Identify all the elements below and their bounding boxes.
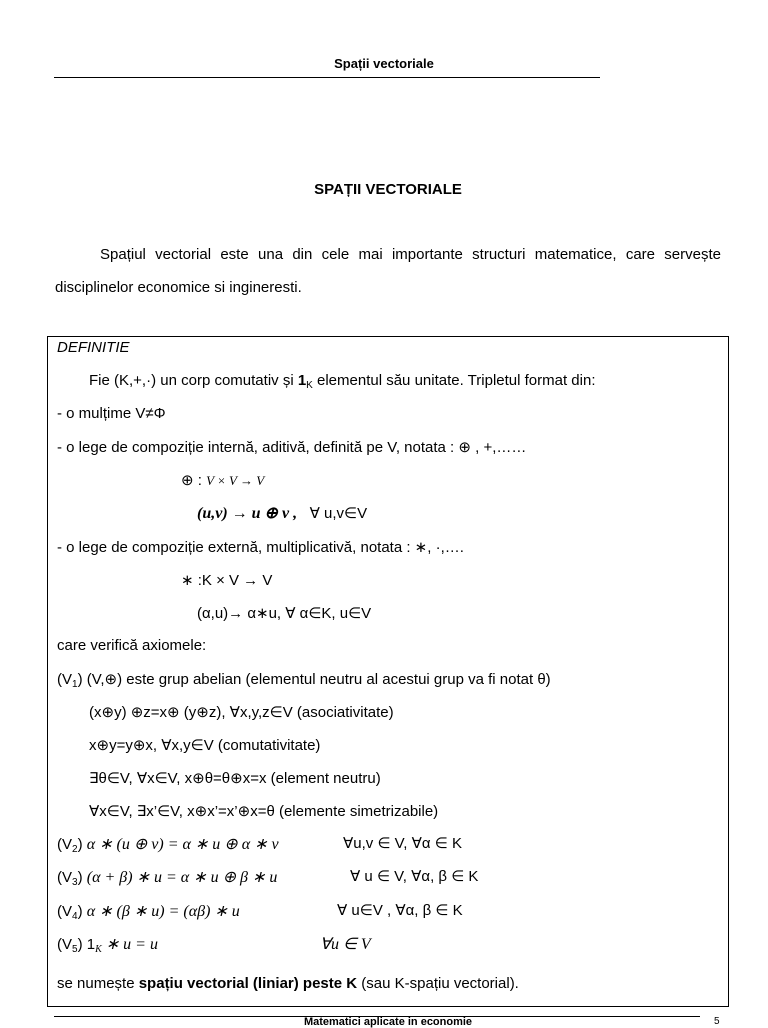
formula-line: (α,u)→ α∗u, ∀ α∈K, u∈V	[197, 605, 372, 622]
header-rule	[54, 77, 600, 78]
formula-line: ∗ :K × V → V	[181, 572, 273, 589]
definition-conclusion: se numește spațiu vectorial (liniar) peste K (sau K-spațiu vectorial).	[57, 975, 519, 992]
definition-line: care verifică axiomele:	[57, 637, 207, 654]
definition-line: - o lege de compoziție externă, multiplicativă, notata : ∗, ·,….	[57, 539, 464, 556]
intro-paragraph: Spațiul vectorial este una din cele mai importante structuri matematice, care servește disciplinelor economice si ingineresti.	[55, 246, 721, 296]
axiom-quantifier: ∀ u∈V , ∀α, β ∈ K	[337, 902, 463, 919]
axiom-line: ∃θ∈V, ∀x∈V, x⊕θ=θ⊕x=x (element neutru)	[89, 770, 381, 787]
page-title: SPAȚII VECTORIALE	[314, 181, 462, 198]
axiom-line: $(V_2)$ α ∗ (u ⊕ v) = α ∗ u ⊕ α ∗ v	[57, 836, 279, 855]
axiom-quantifier: ∀u,v ∈ V, ∀α ∈ K	[343, 835, 462, 852]
definition-label: DEFINITIE	[57, 339, 130, 356]
axiom-quantifier: ∀ u ∈ V, ∀α, β ∈ K	[350, 868, 479, 885]
axiom-line: $(V_4)$ α ∗ (β ∗ u) = (αβ) ∗ u	[57, 903, 240, 922]
axiom-line: $(V_5)$ $1_K$ ∗ u = u	[57, 936, 158, 955]
axiom-line: (x⊕y) ⊕z=x⊕ (y⊕z), ∀x,y,z∈V (asociativitate)	[89, 704, 394, 721]
page-number: 5	[714, 1016, 720, 1027]
footer-text: Matematici aplicate in economie	[303, 1016, 473, 1028]
definition-line: - o lege de compoziție internă, aditivă, definită pe V, notata : ⊕ , +,……	[57, 439, 527, 456]
axiom-line: ∀x∈V, ∃x’∈V, x⊕x’=x’⊕x=θ (elemente simetrizabile)	[89, 803, 439, 820]
axiom-line: x⊕y=y⊕x, ∀x,y∈V (comutativitate)	[89, 737, 321, 754]
axiom-line: $(V_3) (\alpha + \beta)$ ∗ u = α ∗ u ⊕ β ∗ u	[57, 869, 278, 888]
definition-line: Fie (K,+,·) un corp comutativ și $1_K$ elementul său unitate. Tripletul format din:	[89, 372, 596, 391]
definition-line: - o mulțime V≠Φ	[57, 405, 166, 422]
definition-box	[47, 336, 729, 1007]
running-header: Spații vectoriale	[334, 56, 434, 71]
axiom-quantifier: ∀u ∈ V	[320, 936, 371, 953]
formula-line: (u,v) → u ⊕ v , ∀ u,v∈V	[197, 505, 368, 522]
axiom-line: $(V_1)$ (V,⊕) este grup abelian (elementul neutru al acestui grup va fi notat θ)	[57, 671, 551, 690]
formula-line: ⊕ : V × V → V	[181, 472, 265, 489]
